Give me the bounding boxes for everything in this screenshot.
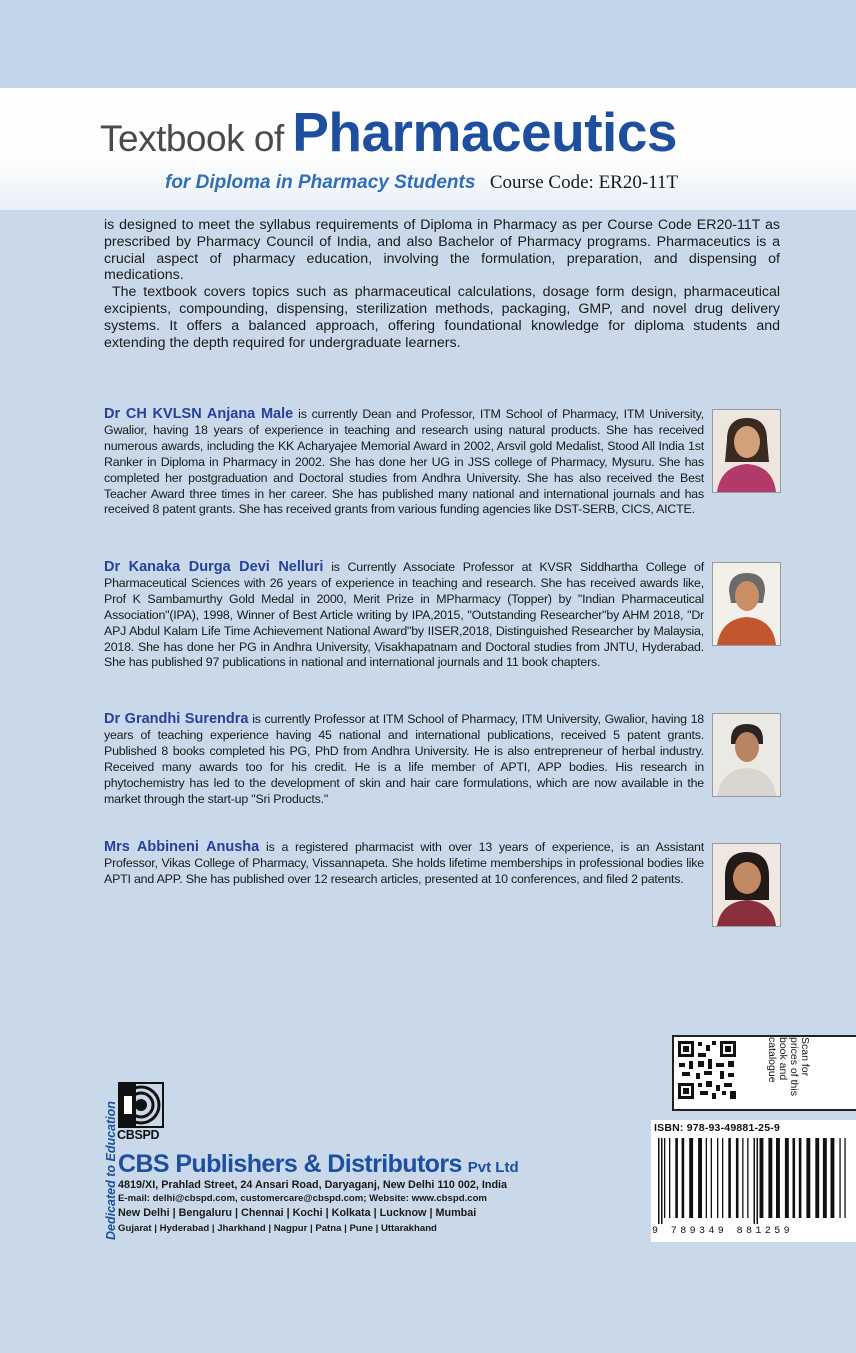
qr-caption: Scan for prices of this book and catalogue xyxy=(766,1037,811,1096)
isbn-label: ISBN: 978-93-49881-25-9 xyxy=(654,1122,781,1134)
author-description: is a registered pharmacist with over 13 years of experience, is an Assistant Professor, Vikas College of Pharmacy, Vissannapeta. She holds lifetime memberships in professional bodies like APTI and APP. She has published over 12 research articles, presented at 10 conferences, and filed 2 patents. xyxy=(104,840,704,886)
portrait-icon xyxy=(713,410,780,492)
barcode-bar xyxy=(754,1138,756,1224)
barcode-bar xyxy=(823,1138,827,1218)
publisher-name: CBS Publishers & Distributors xyxy=(118,1150,462,1178)
barcode-bar xyxy=(768,1138,772,1218)
barcode-bar xyxy=(722,1138,723,1218)
barcode-bar xyxy=(675,1138,678,1218)
author-bio xyxy=(104,712,704,807)
author-photo xyxy=(712,843,781,927)
barcode-bar xyxy=(669,1138,670,1218)
barcode-bar xyxy=(742,1138,743,1218)
author-photo xyxy=(712,562,781,646)
barcode-bar xyxy=(717,1138,718,1218)
author-bio xyxy=(104,840,704,888)
course-code: Course Code: ER20-11T xyxy=(489,172,679,193)
barcode-bar xyxy=(658,1138,660,1224)
author-bio xyxy=(104,560,704,671)
cbspd-logo-icon xyxy=(118,1082,164,1128)
barcode-bar xyxy=(799,1138,802,1218)
title-main: Pharmaceutics xyxy=(292,101,677,163)
barcode-bar xyxy=(698,1138,702,1218)
barcode-bar xyxy=(806,1138,810,1218)
publisher-cities: New Delhi | Bengaluru | Chennai | Kochi | Kolkata | Lucknow | Mumbai xyxy=(118,1207,477,1219)
top-band xyxy=(0,0,856,88)
barcode-bar xyxy=(706,1138,707,1218)
intro-text xyxy=(104,217,780,351)
title-prefix: Textbook of xyxy=(100,118,284,159)
barcode-bar xyxy=(711,1138,712,1218)
portrait-icon xyxy=(713,563,780,645)
author-name: Mrs Abbineni Anusha xyxy=(104,839,260,855)
author-photo xyxy=(712,409,781,493)
qr-code-icon[interactable] xyxy=(676,1039,738,1101)
barcode-bar xyxy=(793,1138,796,1218)
barcode-bar xyxy=(736,1138,739,1218)
author-name: Dr Grandhi Surendra xyxy=(104,711,249,727)
barcode-digits: 9 789349 881259 xyxy=(652,1226,794,1237)
barcode-bar xyxy=(664,1138,665,1218)
barcode-bar xyxy=(844,1138,845,1218)
barcode-bar xyxy=(760,1138,764,1218)
book-title xyxy=(100,100,677,164)
publisher-suffix: Pvt Ltd xyxy=(467,1159,519,1176)
author-description: is currently Professor at ITM School of Pharmacy, ITM University, Gwalior, having 18 years of teaching experience having 45 national and international publications, received 5 patent grants. Published 8 books completed his PG, PhD from Andhra University. He is also entrepreneur of herbal industry. Received many awards too for his credit. He is a life member of APTI, APP bodies. His research in phytochemistry has led to the development of skin and hair care formulations, which are now available in the market through the start-up "Sri Products." xyxy=(104,712,704,806)
barcode-bar xyxy=(747,1138,748,1218)
barcode-bar xyxy=(839,1138,840,1218)
barcode-bar xyxy=(689,1138,693,1218)
portrait-icon xyxy=(713,714,780,796)
logo-text: CBSPD xyxy=(117,1128,160,1142)
publisher-address: 4819/XI, Prahlad Street, 24 Ansari Road, Daryaganj, New Delhi 110 002, India xyxy=(118,1179,508,1191)
barcode-bar xyxy=(661,1138,663,1224)
author-name: Dr Kanaka Durga Devi Nelluri xyxy=(104,559,324,575)
author-photo xyxy=(712,713,781,797)
barcode-bar xyxy=(728,1138,731,1218)
barcode xyxy=(656,1138,848,1224)
barcode-bar xyxy=(757,1138,759,1224)
barcode-bar xyxy=(776,1138,780,1218)
intro-paragraph: is designed to meet the syllabus requirements of Diploma in Pharmacy as per Course Code ER20-11T as prescribed by Pharmacy Council of India, and also Bachelor of Pharmacy programs. Pharmaceutics is a crucial aspect of pharmacy education, involving the formulation, preparation, and dispensing of medications. xyxy=(104,217,780,284)
barcode-bar xyxy=(831,1138,835,1218)
author-description: is Currently Associate Professor at KVSR Siddhartha College of Pharmaceutical Sciences with 26 years of experience in teaching and research. She has received awards like, Prof K Sambamurthy Gold Medal in 2000, Merit Prize in MPharmacy (Topper) by "Indian Pharmaceutical Association"(IPA), 1998, Winner of Best Article writing by IPA,2015, "Outstanding Researcher"by AHM 2018, "Dr APJ Abdul Kalam Life Time Achievement National Award"by IISER,2018, Distinguished Researcher by Malaysia, 2018. She has done her PG in Andhra University, Visakhapatnam and Doctoral studies from JNTU, Hyderabad. She has published 97 publications in national and international journals and 11 book chapters. xyxy=(104,560,704,670)
publisher-cities: Gujarat | Hyderabad | Jharkhand | Nagpur | Patna | Pune | Uttarakhand xyxy=(118,1223,437,1234)
publisher-email: E-mail: delhi@cbspd.com, customercare@cbspd.com; Website: www.cbspd.com xyxy=(118,1193,487,1204)
portrait-icon xyxy=(713,844,780,926)
book-subtitle: for Diploma in Pharmacy Students xyxy=(165,172,476,193)
barcode-bar xyxy=(815,1138,819,1218)
author-bio xyxy=(104,407,704,518)
publisher-tagline: Dedicated to Education xyxy=(104,1101,118,1240)
author-description: is currently Dean and Professor, ITM School of Pharmacy, ITM University, Gwalior, having 18 years of experience in teaching and research using natural products. She has received numerous awards, including the KK Acharyajee Memorial Award in 2002, Arsvil gold Medalist, Stood All India 1st Ranker in Diploma in Pharmacy in 2002. She has done her UG in JSS college of Pharmacy, Mysuru. She has completed her postgraduation and Doctoral studies from Andhra University. She has also received the Best Teacher Award three times in her career. She has published many national and international journals and has received 8 patent grants. She has received grants from various funding agencies like DST-SERB, CICS, AICTE. xyxy=(104,407,704,517)
barcode-bar xyxy=(785,1138,789,1218)
author-name: Dr CH KVLSN Anjana Male xyxy=(104,406,294,422)
intro-paragraph: The textbook covers topics such as pharmaceutical calculations, dosage form design, pharmaceutical excipients, compounding, dispensing, sterilization methods, packaging, GMP, and novel drug delivery systems. It offers a balanced approach, offering foundational knowledge for diploma students and extending the depth required for undergraduate learners. xyxy=(104,284,780,351)
publisher-name-line xyxy=(118,1150,519,1179)
barcode-bar xyxy=(682,1138,685,1218)
subtitle-line xyxy=(165,172,678,194)
